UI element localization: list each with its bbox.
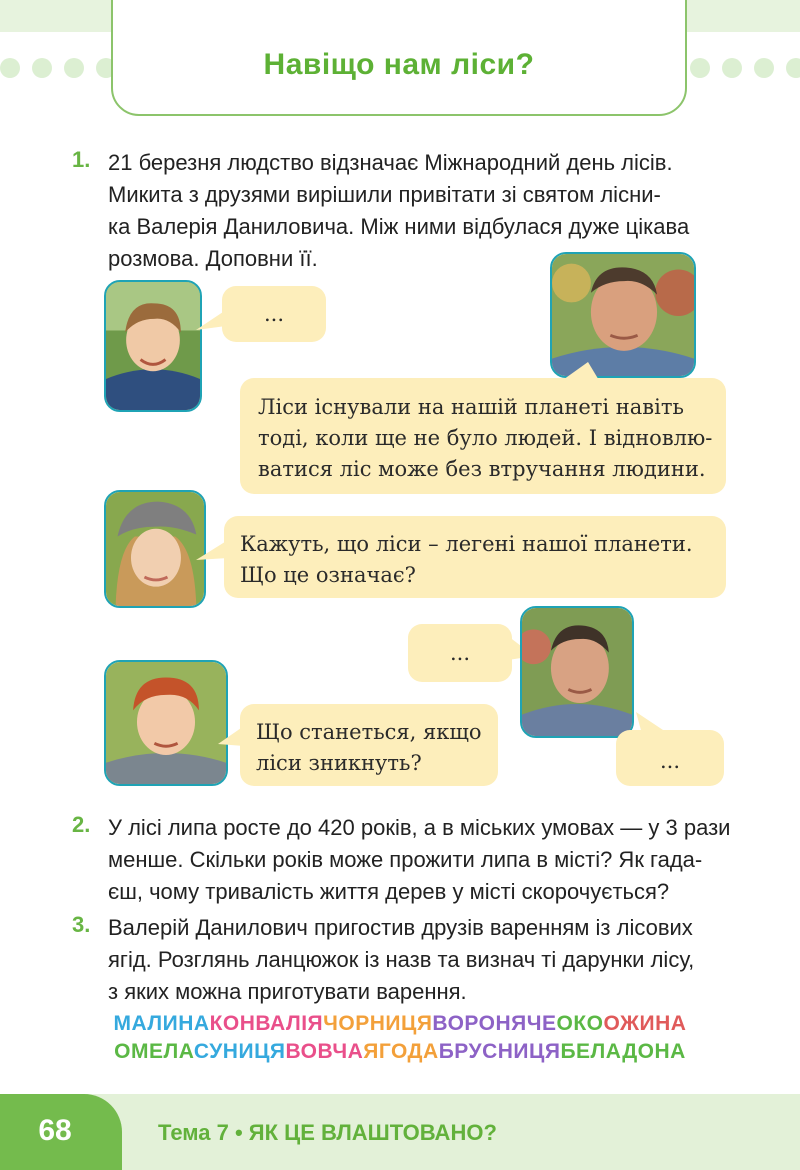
- task-2-line: єш, чому тривалість життя дерев у місті скорочується?: [108, 879, 670, 904]
- chain-word-segment: СУНИЦЯ: [193, 1040, 286, 1063]
- bubble-tail: [560, 362, 600, 382]
- footer-topic: Тема 7 • ЯК ЦЕ ВЛАШТОВАНО?: [158, 1120, 497, 1145]
- chain-word-segment: ЧОРНИЦЯ: [323, 1012, 433, 1035]
- decor-dots-left: [0, 58, 116, 80]
- task-2-text: [108, 812, 748, 908]
- bubble-line: Що станеться, якщо: [256, 720, 482, 744]
- girl-portrait: [106, 492, 204, 606]
- task-number-2: 2.: [72, 812, 91, 837]
- bubble-line: Ліси існували на нашій планеті навіть: [258, 395, 684, 419]
- bubble-line: Кажуть, що ліси – легені нашої планети.: [240, 532, 693, 556]
- chain-word-segment: БЕЛАДОНА: [560, 1040, 686, 1063]
- task-3-line: ягід. Розглянь ланцюжок із назв та визнач ті дарунки лісу,: [108, 947, 695, 972]
- chain-word-segment: БРУСНИЦЯ: [438, 1040, 561, 1063]
- decor-dots-right: [690, 58, 800, 80]
- red-haired-boy-photo: [104, 660, 228, 786]
- speech-bubble-girl: [224, 516, 726, 598]
- word-chain-line-1: [0, 1012, 800, 1036]
- chain-word-segment: ОМЕЛА: [114, 1040, 194, 1063]
- page-number: 68: [38, 1114, 72, 1147]
- task-1-line: розмова. Доповни її.: [108, 246, 318, 271]
- forester-portrait-2: [522, 608, 632, 736]
- chain-word-segment: МАЛИНА: [113, 1012, 210, 1035]
- task-3-text: [108, 912, 748, 1008]
- speech-bubble-forester-1: [240, 378, 726, 494]
- forester-photo-2: [520, 606, 634, 738]
- task-3-line: з яких можна приготувати варення.: [108, 979, 467, 1004]
- page-title: Навіщо нам ліси?: [263, 48, 535, 81]
- bubble-tail: [196, 540, 228, 566]
- chain-word-segment: КОНВАЛІЯ: [209, 1012, 324, 1035]
- bubble-tail: [218, 726, 244, 750]
- bubble-line: ватися ліс може без втручання людини.: [258, 457, 706, 481]
- bubble-line: тоді, коли ще не було людей. І відновлю-: [258, 426, 713, 450]
- chain-word-segment: ВОВЧА: [285, 1040, 364, 1063]
- forester-portrait: [552, 254, 694, 376]
- red-haired-boy-portrait: [106, 662, 226, 784]
- bubble-line: ліси зникнуть?: [256, 751, 422, 775]
- task-2-line: менше. Скільки років може прожити липа в місті? Як гада-: [108, 847, 703, 872]
- boy-portrait: [106, 282, 200, 410]
- girl-photo: [104, 490, 206, 608]
- chain-word-segment: ОЖИНА: [603, 1012, 687, 1035]
- task-3-line: Валерій Данилович пригостив друзів варенням із лісових: [108, 915, 693, 940]
- speech-bubble-forester-3: ...: [616, 730, 724, 786]
- task-1-line: ка Валерія Даниловича. Між ними відбулася дуже цікава: [108, 214, 690, 239]
- task-1-line: 21 березня людство відзначає Міжнародний день лісів.: [108, 150, 673, 175]
- word-chain-line-2: [0, 1040, 800, 1064]
- bubble-tail: [636, 712, 666, 734]
- task-number-3: 3.: [72, 912, 91, 937]
- speech-bubble-boy-1: ...: [222, 286, 326, 342]
- speech-bubble-forester-2: ...: [408, 624, 512, 682]
- task-number-1: 1.: [72, 147, 91, 172]
- chain-word-segment: ЯГОДА: [363, 1040, 439, 1063]
- forester-photo: [550, 252, 696, 378]
- chain-word-segment: ОКО: [556, 1012, 604, 1035]
- speech-bubble-red-boy: [240, 704, 498, 786]
- task-1-line: Микита з друзями вирішили привітати зі святом лісни-: [108, 182, 661, 207]
- bubble-tail: [196, 310, 226, 334]
- boy-photo: [104, 280, 202, 412]
- bubble-line: Що це означає?: [240, 563, 416, 587]
- chain-word-segment: ВОРОНЯЧЕ: [432, 1012, 557, 1035]
- task-2-line: У лісі липа росте до 420 років, а в міських умовах — у 3 рази: [108, 815, 731, 840]
